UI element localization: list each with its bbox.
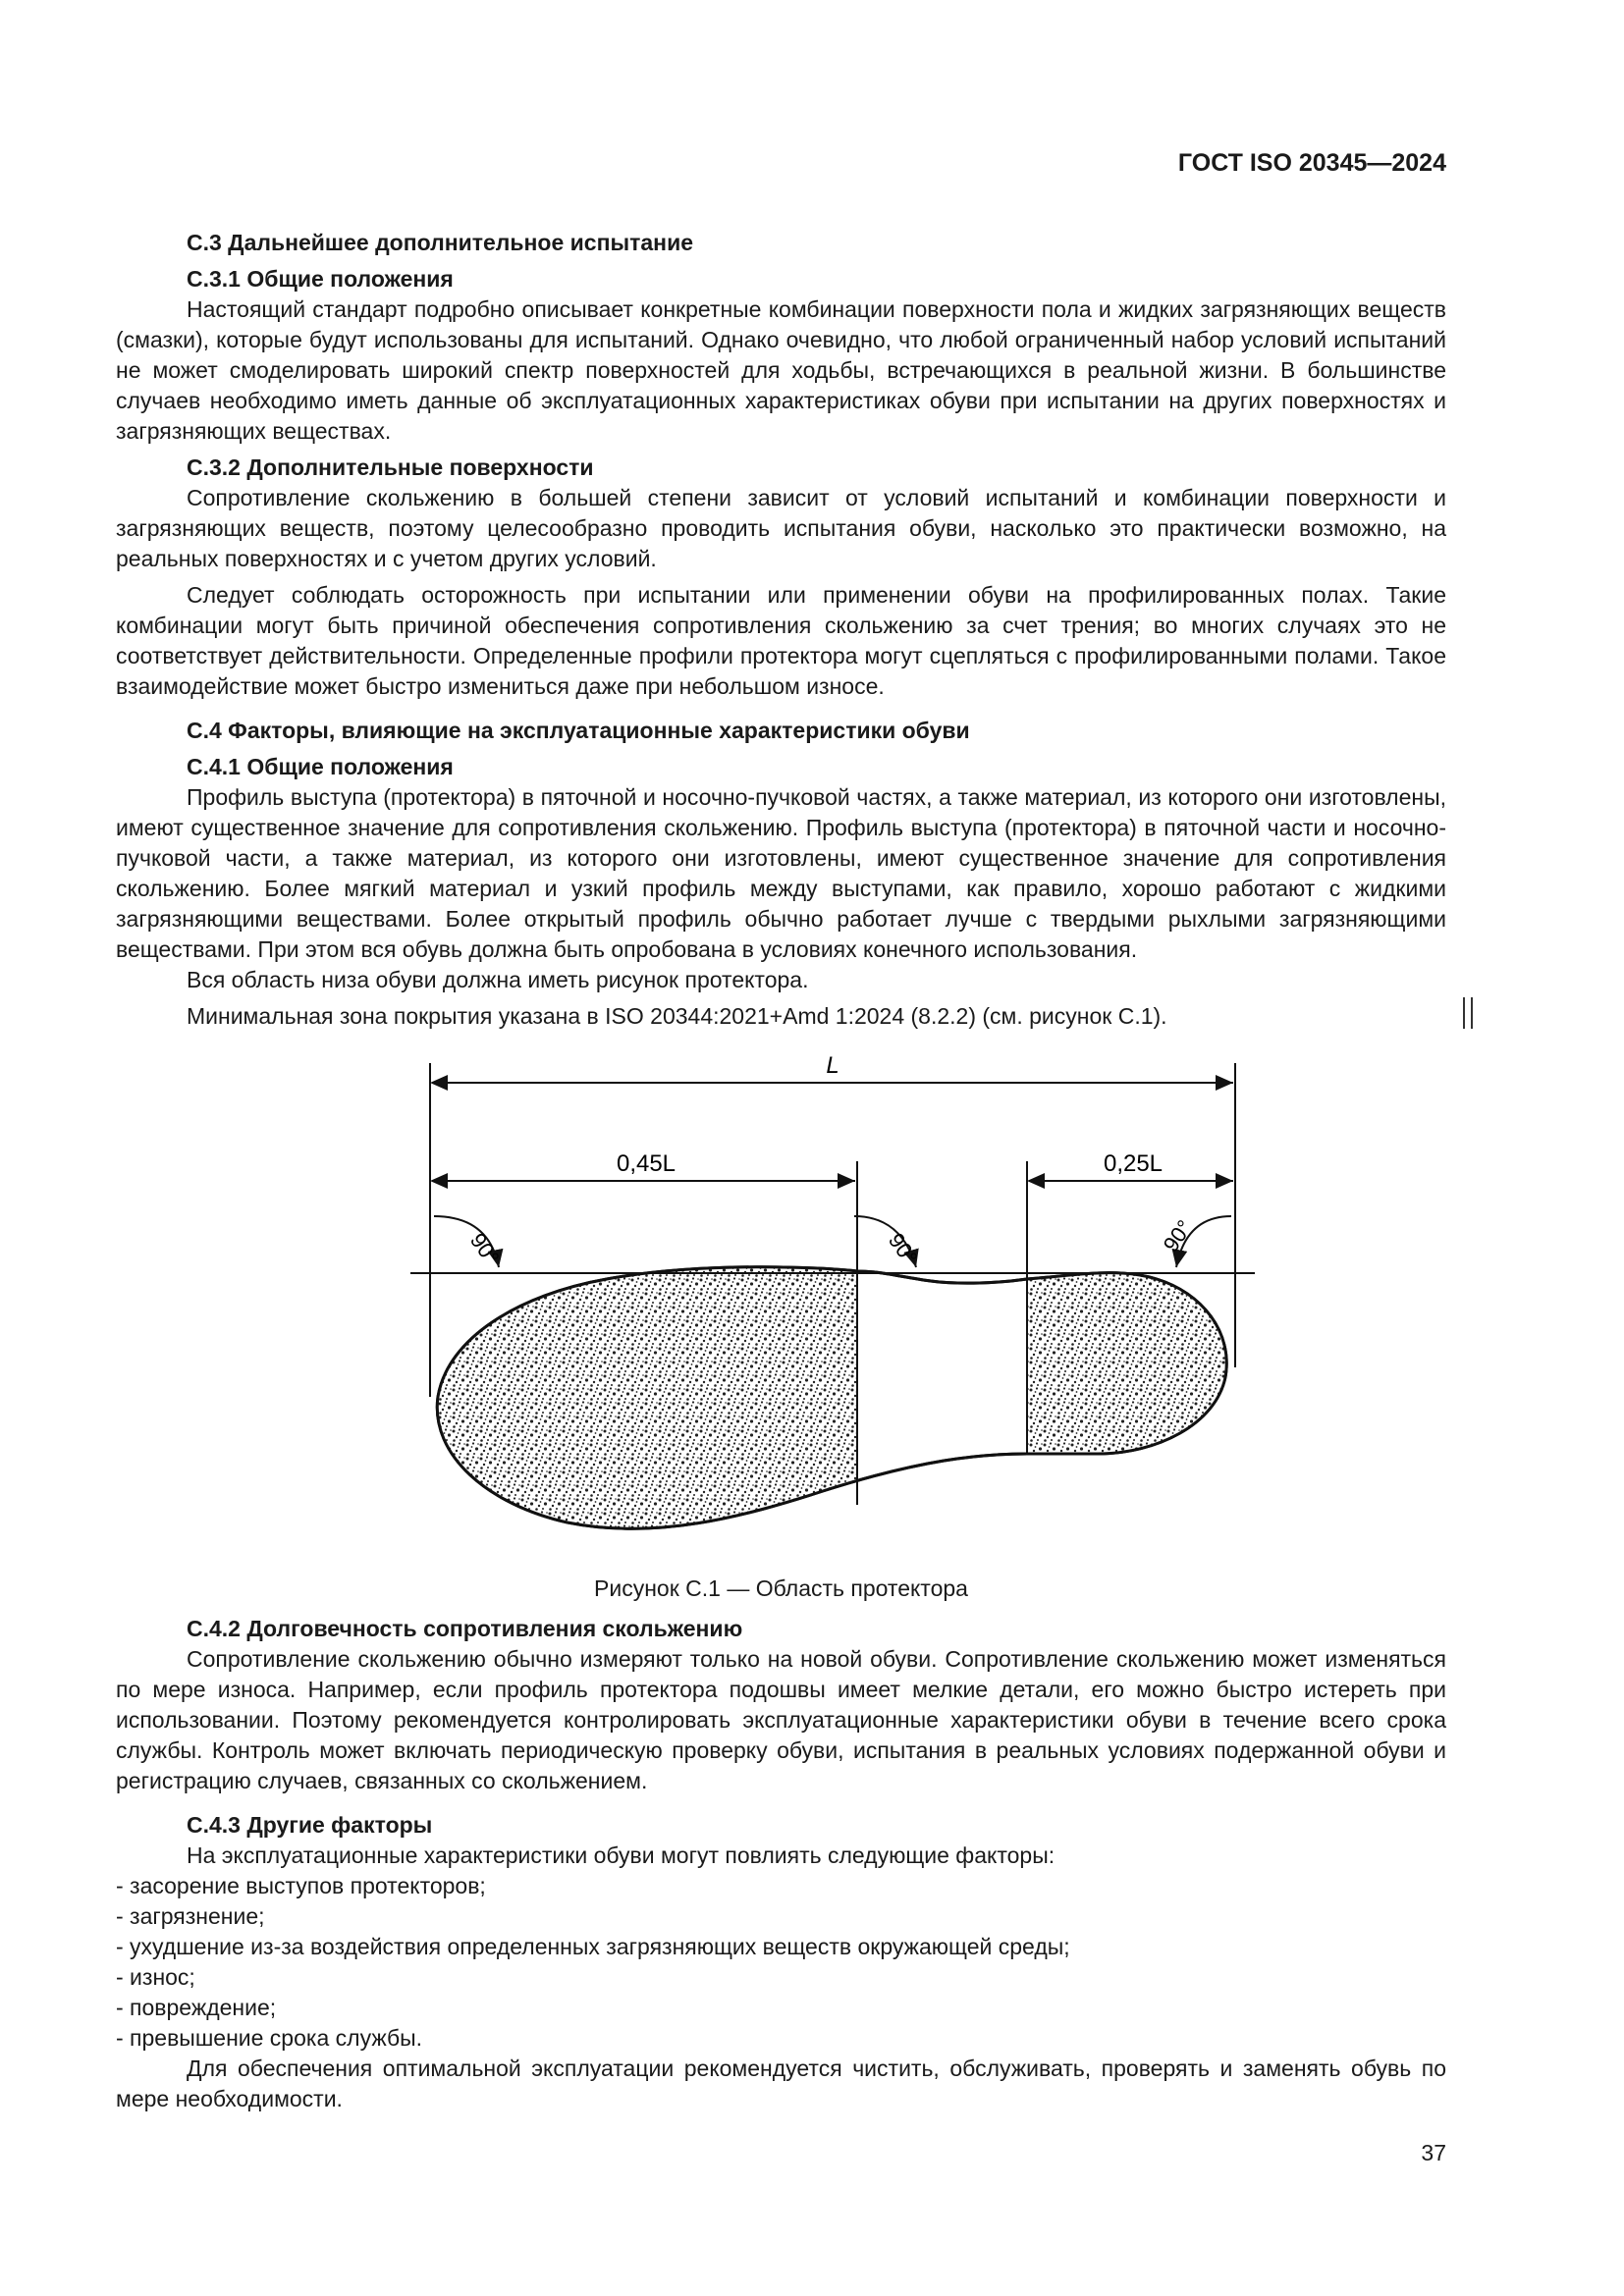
paragraph: Следует соблюдать осторожность при испытании или применении обуви на профилированных полах. Такие комбинации могут быть причиной обеспечения сопротивления скольжению за счет трения; во многих случаях это не соответствует действительности. Определенные профили протектора могут сцепляться с профилированными полами. Такое взаимодействие может быстро измениться даже при небольшом износе. [116, 582, 1446, 699]
list-item: - ухудшение из-за воздействия определенных загрязняющих веществ окружающей среды; [116, 1934, 1070, 1959]
section-c43-title: С.4.3 Другие факторы [187, 1812, 433, 1838]
figure-caption: Рисунок С.1 — Область протектора [594, 1575, 968, 1601]
list-item: - засорение выступов протекторов; [116, 1873, 486, 1898]
paragraph: Вся область низа обуви должна иметь рисунок протектора. [187, 967, 809, 992]
paragraph: Профиль выступа (протектора) в пяточной и носочно-пучковой частях, а также материал, из которого они изготовлены, имеют существенное значение для сопротивления скольжению. Профиль выступа (протектора) в пяточной части и носочно-пучковой части, а также материал, из которого они изготовлены, имеют существенное значение для сопротивления скольжению. Более мягкий материал и узкий профиль между выступами, как правило, хорошо работают с жидкими загрязняющими веществами. Более открытый профиль обычно работает лучше с твердыми рыхлыми загрязняющими веществами. При этом вся обувь должна быть опробована в условиях конечного использования. [116, 784, 1446, 962]
label-l: L [826, 1052, 839, 1079]
angle-label-middle: 90° [883, 1228, 923, 1270]
page-number: 37 [1421, 2140, 1446, 2165]
section-c31-title: С.3.1 Общие положения [187, 266, 454, 292]
list-item: - превышение срока службы. [116, 2025, 423, 2051]
sole-diagram [410, 1043, 1255, 1554]
page-content [116, 228, 1446, 2114]
section-c4-title: С.4 Факторы, влияющие на эксплуатационные характеристики обуви [187, 718, 970, 743]
list-item: - повреждение; [116, 1995, 277, 2020]
section-c41-title: С.4.1 Общие положения [187, 754, 454, 779]
label-025l: 0,25L [1103, 1150, 1164, 1177]
section-c3-title: С.3 Дальнейшее дополнительное испытание [187, 230, 694, 255]
angle-label-toe: 90° [1158, 1215, 1198, 1256]
section-c32-title: С.3.2 Дополнительные поверхности [187, 454, 594, 480]
list-item: - загрязнение; [116, 1903, 265, 1929]
label-045l: 0,45L [616, 1150, 677, 1177]
paragraph: Сопротивление скольжению в большей степени зависит от условий испытаний и комбинации поверхности и загрязняющих веществ, поэтому целесообразно проводить испытания обуви, насколько это практически возможно, на реальных поверхностях и с учетом других условий. [116, 485, 1446, 571]
angle-label-heel: 90° [464, 1228, 505, 1270]
document-header: ГОСТ ISO 20345—2024 [1177, 149, 1446, 177]
change-marker [1463, 997, 1473, 1029]
factor-list [116, 1871, 1446, 2054]
figure-tread-area [116, 1043, 1446, 1574]
section-c42-title: С.4.2 Долговечность сопротивления скольжению [187, 1616, 743, 1641]
paragraph: Настоящий стандарт подробно описывает конкретные комбинации поверхности пола и жидких загрязняющих веществ (смазки), которые будут использованы для испытаний. Однако очевидно, что любой ограниченный набор условий испытаний не может смоделировать широкий спектр поверхностей для ходьбы, встречающихся в реальной жизни. В большинстве случаев необходимо иметь данные об эксплуатационных характеристиках обуви при испытании на других поверхностях и загрязняющих веществах. [116, 296, 1446, 444]
paragraph: Минимальная зона покрытия указана в ISO 20344:2021+Amd 1:2024 (8.2.2) (см. рисунок С.1). [187, 1003, 1167, 1029]
paragraph: Для обеспечения оптимальной эксплуатации рекомендуется чистить, обслуживать, проверять и заменять обувь по мере необходимости. [116, 2056, 1446, 2111]
paragraph: На эксплуатационные характеристики обуви могут повлиять следующие факторы: [187, 1842, 1056, 1868]
paragraph: Сопротивление скольжению обычно измеряют только на новой обуви. Сопротивление скольжению может изменяться по мере износа. Например, если профиль протектора подошвы имеет мелкие детали, его можно быстро истереть при использовании. Поэтому рекомендуется контролировать эксплуатационные характеристики обуви в течение всего срока службы. Контроль может включать периодическую проверку обуви, испытания в реальных условиях подержанной обуви и регистрацию случаев, связанных со скольжением. [116, 1646, 1446, 1793]
list-item: - износ; [116, 1964, 195, 1990]
